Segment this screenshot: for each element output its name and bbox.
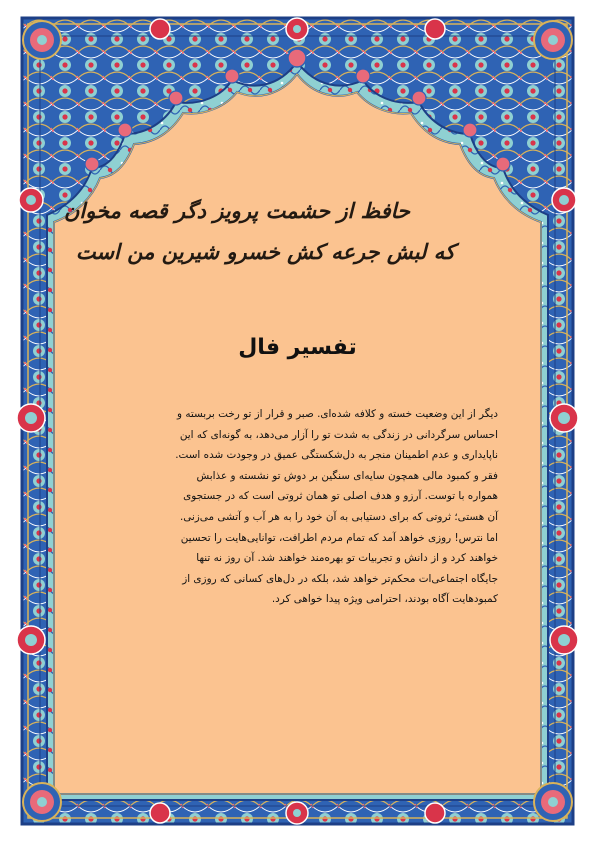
text-line: جایگاه اجتماعی‌ات محکم‌تر خواهد شد، بلکه در دل‌های کسانی که روزی از: [182, 572, 498, 585]
text-line: دیگر از این وضعیت خسته و کلافه شده‌ای. صبر و قرار از تو رخت بربسته و: [177, 408, 498, 420]
page-title: تفسیر فال: [238, 335, 357, 360]
text-line: آن هستی؛ ثروتی که برای دستیابی به آن خود را به هر آب و آتشی می‌زنی.: [179, 510, 498, 523]
text-line: خواهند کرد و از دانش و تجربیات تو بهره‌مند خواهند شد. آن روز نه تنها: [196, 552, 498, 565]
text-line: ناپایداری و عدم اطمینان منجر به دل‌شکستگی عمیق در وجودت شده است.: [175, 449, 498, 462]
text-line: فقر و کمبود مالی همچون سایه‌ای سنگین بر دوش تو نشسته و عذابش: [196, 469, 498, 482]
text-line: همواره با توست. آرزو و هدف اصلی تو همان ثروتی است که در جستجوی: [183, 490, 498, 503]
verse-line-1: حافظ از حشمت پرویز دگر قصه مخوان: [63, 198, 410, 223]
text-line: احساس سرگردانی در زندگی به شدت تو را آزار می‌دهد، به گونه‌ای که این: [179, 428, 498, 441]
interpretation-text: [98, 404, 498, 610]
text-line: اما نترس! روزی خواهد آمد که تمام مردم اطرافت، توانایی‌هایت را تحسین: [180, 531, 498, 544]
verse-line-2: که لبش جرعه کش خسرو شیرین من است: [75, 239, 455, 264]
text-line: کمبودهایت آگاه بودند، احترامی ویژه پیدا خواهی کرد.: [271, 593, 498, 606]
